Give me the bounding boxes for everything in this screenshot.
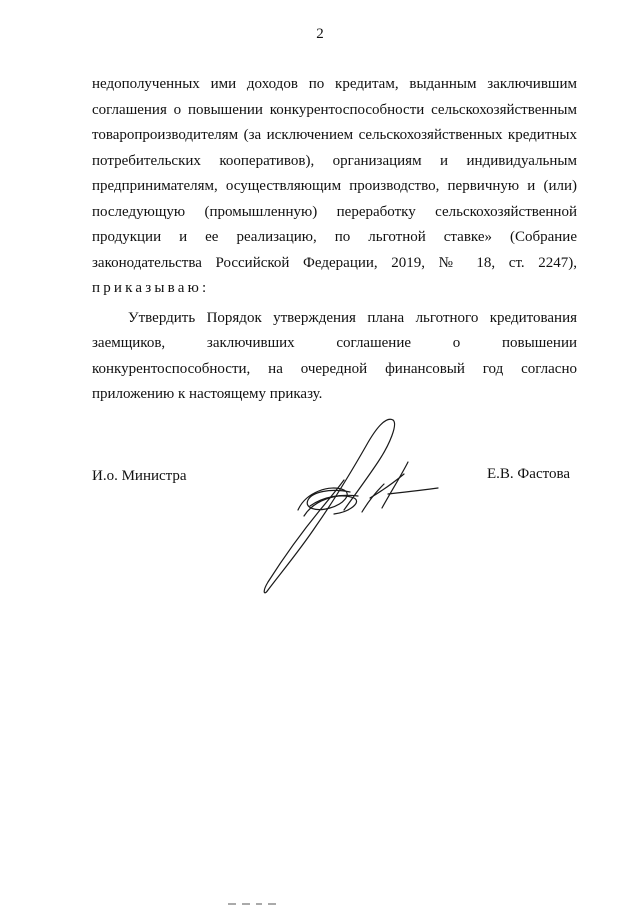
- text-line: соглашения о повышении конкурентоспособности сельскохозяйственным: [92, 101, 577, 118]
- text-line: Утвердить Порядок утверждения плана льготного кредитования: [128, 309, 577, 326]
- text-line: потребительских кооперативов), организациям и индивидуальным: [92, 152, 577, 169]
- signatory-position: И.о. Министра: [92, 468, 187, 484]
- signature-image: [258, 414, 448, 599]
- text-line: предпринимателям, осуществляющим производство, первичную и (или): [92, 178, 577, 194]
- scan-edge-marks: [0, 899, 640, 905]
- text-line: приложению к настоящему приказу.: [92, 386, 323, 402]
- text-line: недополученных ими доходов по кредитам, выданным заключившим: [92, 76, 577, 92]
- order-word: приказываю:: [92, 280, 210, 296]
- page-number: 2: [316, 26, 324, 42]
- text-line: конкурентоспособности, на очередной финансовый год согласно: [92, 360, 577, 377]
- text-line: заемщиков, заключивших соглашение о повышении: [92, 335, 577, 351]
- text-line: товаропроизводителям (за исключением сельскохозяйственных кредитных: [92, 127, 577, 143]
- text-line: последующую (промышленную) переработку сельскохозяйственной: [92, 203, 577, 220]
- signatory-name: Е.В. Фастова: [487, 466, 570, 482]
- text-line: продукции и ее реализацию, по льготной ставке» (Собрание: [92, 229, 577, 245]
- document-body: [92, 72, 577, 408]
- text-line: законодательства Российской Федерации, 2019, № 18, ст. 2247),: [92, 254, 577, 271]
